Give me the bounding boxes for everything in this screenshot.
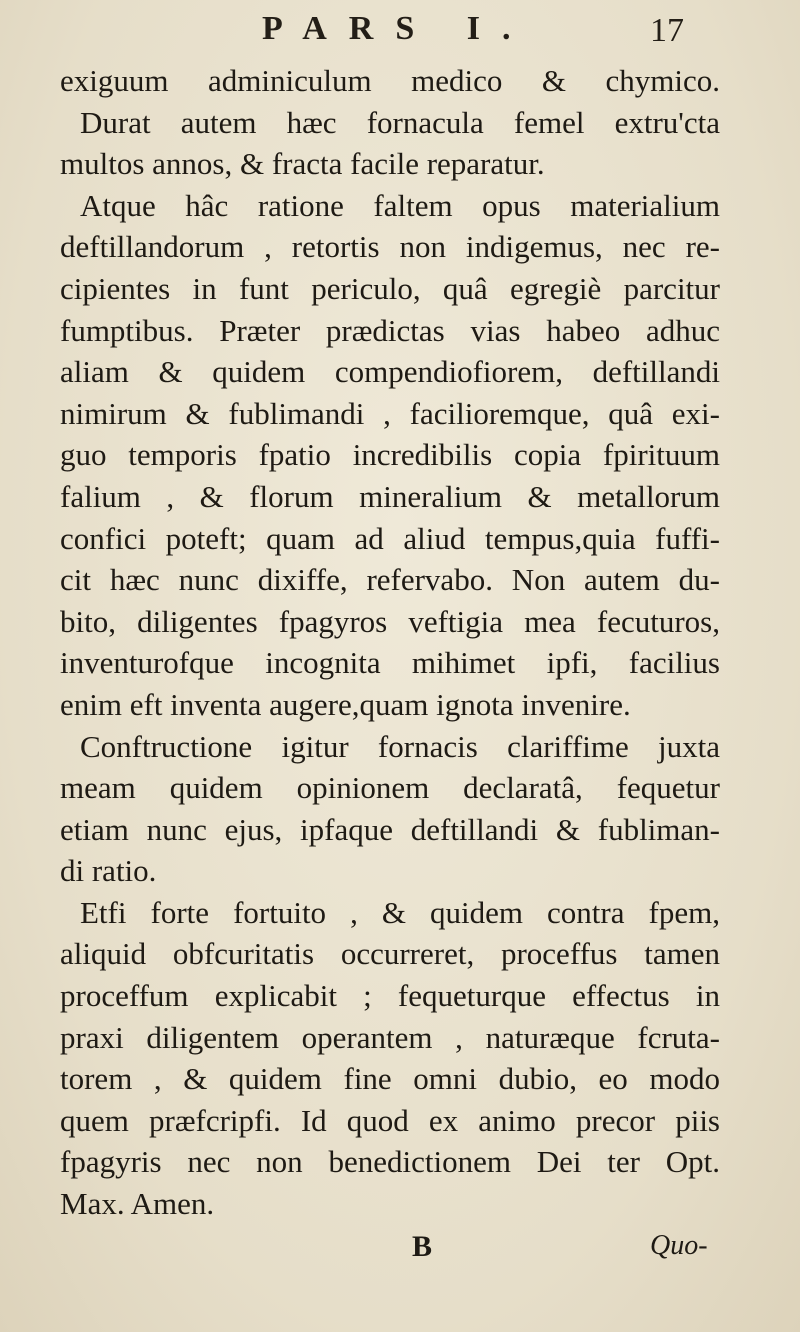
text-line: Durat autem hæc fornacula femel extru'cta [80,104,720,140]
text-line: fpagyris nec non benedictionem Dei ter Opt. [60,1144,720,1180]
text-line: quem præfcripfi. Id quod ex animo precor piis [60,1102,720,1138]
text-line: Atque hâc ratione faltem opus materialium [80,187,720,223]
text-line: Etfi forte fortuito , & quidem contra fpem, [80,894,720,930]
text-line: praxi diligentem operantem , naturæque fcruta- [60,1019,720,1055]
text-line: Conftructione igitur fornacis clariffime juxta [80,728,720,764]
text-line: fumptibus. Præter prædictas vias habeo adhuc [60,312,720,348]
text-line: aliam & quidem compendiofiorem, deftillandi [60,354,720,390]
page-number: 17 [650,12,684,49]
text-line: enim eft inventa augere,quam ignota invenire. [60,686,631,722]
body-text [60,60,720,1225]
text-line: cit hæc nunc dixiffe, refervabo. Non autem du- [60,562,720,598]
text-line: deftillandorum , retortis non indigemus, nec re- [60,229,720,265]
running-head [0,6,800,56]
text-line: guo temporis fpatio incredibilis copia fpirituum [60,437,720,473]
signature-mark: B [412,1230,433,1263]
text-line: confici poteft; quam ad aliud tempus,quia fuffi- [60,520,720,556]
text-line: Max. Amen. [60,1186,215,1222]
text-line: etiam nunc ejus, ipfaque deftillandi & fubliman- [60,811,720,847]
running-head-title: PARS I. [262,10,533,47]
text-line: aliquid obfcuritatis occurreret, proceffus tamen [60,936,720,972]
text-line: nimirum & fublimandi , facilioremque, quâ exi- [60,395,720,431]
text-line: cipientes in funt periculo, quâ egregiè parcitur [60,270,720,306]
text-line: falium , & florum mineralium & metallorum [60,478,720,514]
catchword: Quo- [650,1230,708,1261]
text-line: bito, diligentes fpagyros veftigia mea fecuturos, [60,603,720,639]
text-line: meam quidem opinionem declaratâ, fequetur [60,770,720,806]
text-line: exiguum adminiculum medico & chymico. [60,63,720,98]
text-line: inventurofque incognita mihimet ipfi, facilius [60,645,720,681]
text-line: proceffum explicabit ; fequeturque effectus in [60,978,720,1014]
text-line: torem , & quidem fine omni dubio, eo modo [60,1061,720,1097]
text-line: multos annos, & fracta facile reparatur. [60,146,545,182]
text-line: di ratio. [60,853,157,889]
